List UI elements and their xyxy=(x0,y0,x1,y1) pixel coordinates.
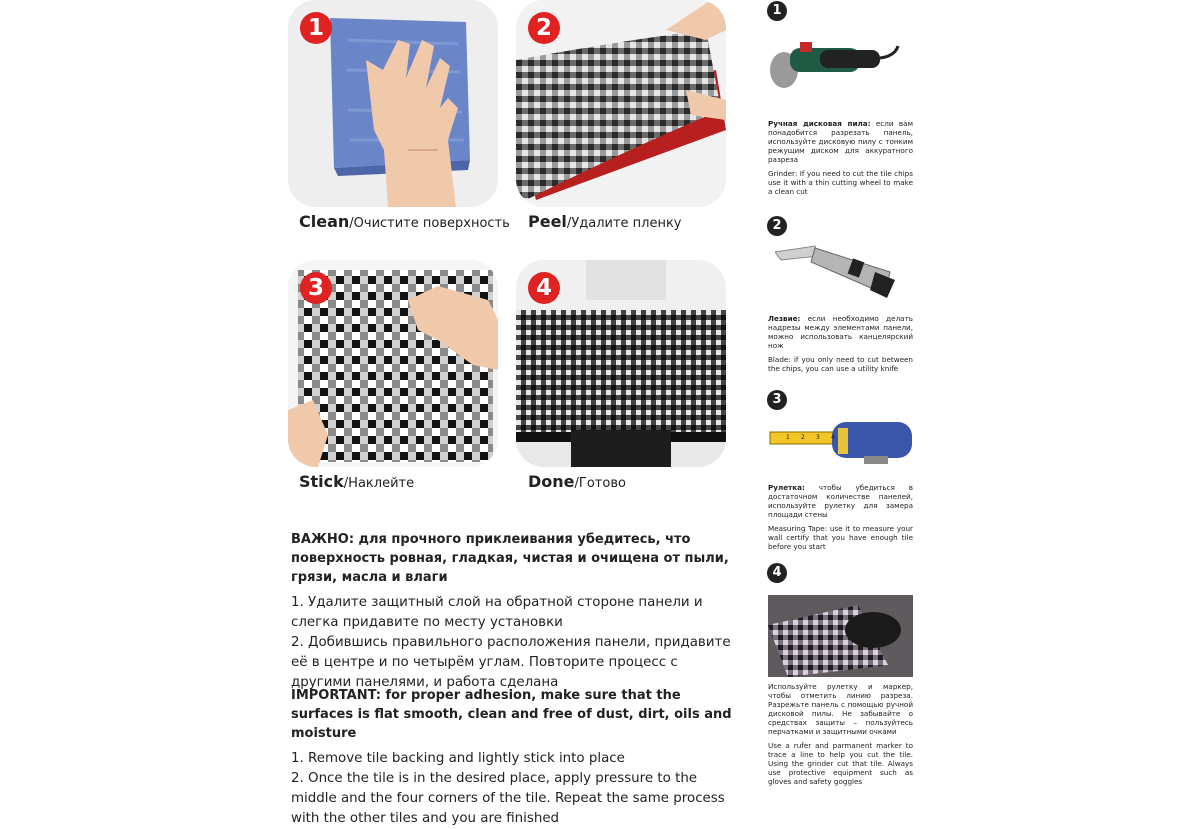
instructions-en xyxy=(291,686,741,829)
caption-separator: / xyxy=(349,216,354,231)
step-title: Stick xyxy=(299,472,344,491)
tool-ru-label: Ручная дисковая пила: xyxy=(768,119,871,128)
tool-ru-label: Лезвие: xyxy=(768,314,801,323)
ru-item-2: 2. Добившись правильного расположения панели, придавите её в центре и по четырём углам. Повторите процесс с другими панелями, и работа сделана xyxy=(291,635,731,690)
tool-ru-text: Используйте рулетку и маркер, чтобы отметить линию разреза. Разрежьте панель с помощью ручной дисковой пилы. Не забывайте о средствах защиты – пользуйтесь перчатками и защитными очками xyxy=(768,682,913,736)
measuring-tape-icon xyxy=(768,418,913,468)
ru-item-1: 1. Удалите защитный слой на обратной стороне панели и слегка придавите по месту установки xyxy=(291,595,703,630)
tape-mark: 1 xyxy=(786,434,790,441)
tool-en-text: Measuring Tape: use it to measure your wall certify that you have enough tile before you start xyxy=(768,524,913,551)
caption-separator: / xyxy=(566,216,572,231)
tool-ru-text: если вам понадобится разрезать панель, используйте дисковую пилу с тонким режущим диском для аккуратного разреза xyxy=(768,119,913,164)
step-2-caption xyxy=(528,212,682,231)
tool-ru-text: чтобы убедиться в достаточном количестве панелей, используйте рулетку для замера площади стены xyxy=(768,483,913,519)
en-item-2: 2. Once the tile is in the desired place, apply pressure to the middle and the four corners of the tile. Repeat the same process with the other tiles and you are finished xyxy=(291,771,725,826)
utility-knife-icon xyxy=(775,242,900,302)
step-title: Peel xyxy=(528,212,567,231)
step-1-caption xyxy=(299,212,510,231)
tape-mark: 3 xyxy=(816,434,820,441)
tool-1-description xyxy=(768,119,913,201)
tape-mark: 4 xyxy=(831,434,835,441)
tool-en-text: Grinder: If you need to cut the tile chips use it with a thin cutting wheel to make a clean cut xyxy=(768,169,913,196)
step-subtitle: Готово xyxy=(578,476,626,491)
step-subtitle: Удалите пленку xyxy=(571,216,682,231)
tool-en-text: Blade: if you only need to cut between the chips, you can use a utility knife xyxy=(768,355,913,373)
step-number-badge: 1 xyxy=(300,12,332,44)
step-1-photo xyxy=(288,0,498,207)
cutting-photo xyxy=(768,595,913,677)
tool-number-badge: 3 xyxy=(767,390,787,410)
en-item-1: 1. Remove tile backing and lightly stick into place xyxy=(291,751,625,766)
step-4-photo xyxy=(516,260,726,467)
en-heading: IMPORTANT: for proper adhesion, make sure that the surfaces is flat smooth, clean and free of dust, dirt, oils and moisture xyxy=(291,688,732,741)
step-subtitle: Очистите поверхность xyxy=(353,216,510,231)
step-subtitle: Наклейте xyxy=(348,476,415,491)
step-title: Clean xyxy=(299,212,350,231)
step-number-badge: 3 xyxy=(300,272,332,304)
tool-en-text: Use a rufer and parmanent marker to trace a line to help you cut the tile. Using the grinder cut that tile. Always use protective equipment such as gloves and safety goggles xyxy=(768,741,913,786)
ru-heading: ВАЖНО: для прочного приклеивания убедитесь, что поверхность ровная, гладкая, чистая и очищена от пыли, грязи, масла и влаги xyxy=(291,532,729,585)
tool-number-badge: 2 xyxy=(767,216,787,236)
instructions-ru xyxy=(291,530,741,693)
step-3-photo xyxy=(288,260,498,467)
step-title: Done xyxy=(528,472,575,491)
tool-number-badge: 4 xyxy=(767,563,787,583)
step-3-caption xyxy=(299,472,414,491)
step-2-photo xyxy=(516,0,726,207)
tool-ru-text: если необходимо делать надрезы между элементами панели, можно использовать канцелярский нож xyxy=(768,314,913,350)
tool-4-description xyxy=(768,682,913,791)
tool-3-description xyxy=(768,483,913,556)
step-4-caption xyxy=(528,472,626,491)
grinder-icon xyxy=(760,36,900,96)
tool-ru-label: Рулетка: xyxy=(768,483,805,492)
tape-mark: 2 xyxy=(801,434,805,441)
caption-separator: / xyxy=(343,476,349,491)
tool-number-badge: 1 xyxy=(767,1,787,21)
caption-separator: / xyxy=(574,476,579,491)
step-number-badge: 2 xyxy=(528,12,560,44)
step-number-badge: 4 xyxy=(528,272,560,304)
tool-2-description xyxy=(768,314,913,378)
